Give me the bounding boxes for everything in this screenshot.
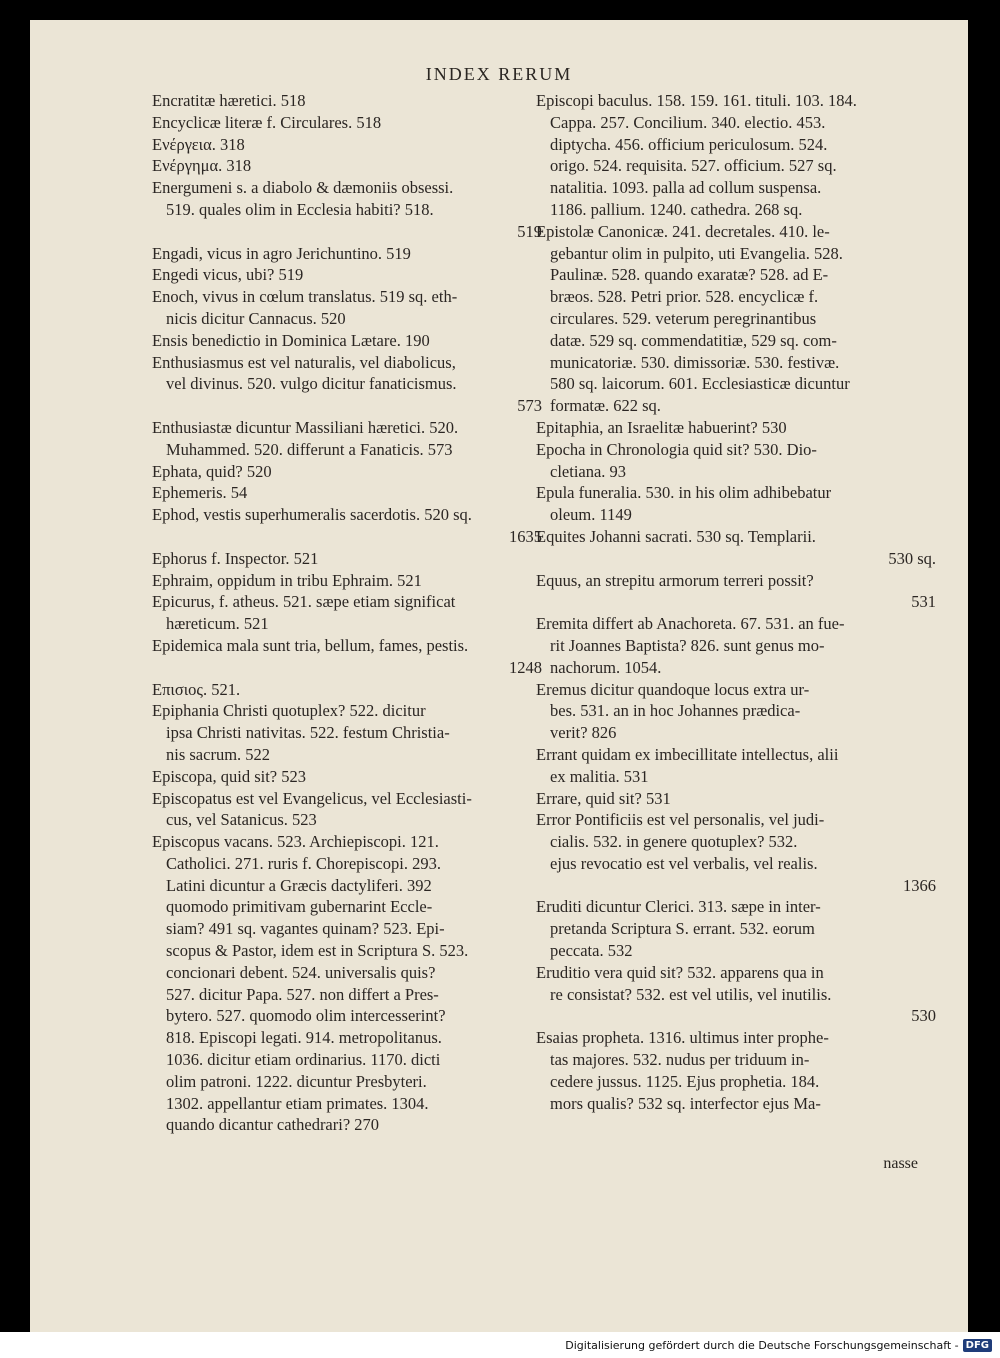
book-page	[30, 20, 968, 1332]
index-line: vel divinus. 520. vulgo dicitur fanaticismus.	[166, 374, 457, 394]
index-line: cletiana. 93	[550, 461, 627, 481]
index-line: Engadi, vicus in agro Jerichuntino. 519	[152, 243, 411, 263]
index-line: Epocha in Chronologia quid sit? 530. Dio-	[536, 439, 817, 459]
index-line: Latini dicuntur a Græcis dactyliferi. 392	[166, 875, 432, 895]
index-line: Episcopatus est vel Evangelicus, vel Ecclesiasti-	[152, 788, 472, 808]
index-line: bes. 531. an in hoc Johannes prædica-	[550, 701, 801, 721]
index-line: Ensis benedictio in Dominica Lætare. 190	[152, 330, 430, 350]
index-column-right	[536, 90, 936, 1114]
index-line: Eremus dicitur quandoque locus extra ur-	[536, 679, 810, 699]
index-line: Eruditio vera quid sit? 532. apparens qua in	[536, 962, 824, 982]
index-entry	[152, 112, 542, 134]
index-line: Encyclicæ literæ f. Circulares. 518	[152, 112, 382, 132]
index-line: cedere jussus. 1125. Ejus prophetia. 184.	[550, 1071, 820, 1091]
index-line: ejus revocatio est vel verbalis, vel realis.	[550, 853, 818, 873]
index-line: Encratitæ hæretici. 518	[152, 91, 306, 110]
index-entry	[152, 591, 542, 635]
index-line: Equus, an strepitu armorum terreri possit?	[536, 570, 814, 590]
index-entry	[536, 744, 936, 788]
index-entry	[152, 286, 542, 330]
index-column-left	[152, 90, 542, 1136]
index-line: bytero. 527. quomodo olim intercesserint?	[166, 1006, 446, 1026]
index-entry	[152, 482, 542, 504]
index-line: 530 sq.	[888, 548, 936, 568]
index-line: concionari debent. 524. universalis quis?	[166, 962, 436, 982]
index-entry	[152, 330, 542, 352]
index-line: Eremita differt ab Anachoreta. 67. 531. an fue-	[536, 614, 845, 634]
index-entry	[536, 439, 936, 483]
index-line: mors qualis? 532 sq. interfector ejus Ma-	[550, 1093, 821, 1113]
catchword: nasse	[883, 1155, 918, 1172]
index-line: 818. Episcopi legati. 914. metropolitanus.	[166, 1028, 442, 1048]
index-entry	[152, 264, 542, 286]
index-entry	[152, 635, 542, 679]
index-entry	[536, 1027, 936, 1114]
index-line: origo. 524. requisita. 527. officium. 527 sq.	[550, 156, 837, 176]
index-line: nis sacrum. 522	[166, 744, 271, 764]
index-line: Ephemeris. 54	[152, 483, 248, 503]
index-line: bræos. 528. Petri prior. 528. encyclicæ f.	[550, 287, 819, 307]
index-line: cialis. 532. in genere quotuplex? 532.	[550, 832, 798, 852]
index-entry	[152, 504, 542, 548]
index-line: Equites Johanni sacrati. 530 sq. Templarii.	[536, 526, 816, 546]
index-entry	[536, 90, 936, 221]
index-line: Muhammed. 520. differunt a Fanaticis. 573	[166, 439, 453, 459]
index-line: Episcopus vacans. 523. Archiepiscopi. 121.	[152, 832, 439, 852]
index-line: Epitaphia, an Israelitæ habuerint? 530	[536, 417, 787, 437]
index-entry	[536, 896, 936, 961]
index-line: Energumeni s. a diabolo & dæmoniis obsessi.	[152, 178, 454, 198]
index-entry	[536, 417, 936, 439]
index-line: gebantur olim in pulpito, uti Evangelia. 528.	[550, 243, 843, 263]
index-line: 573	[517, 396, 542, 416]
index-line: ex malitia. 531	[550, 766, 649, 786]
index-line: Errare, quid sit? 531	[536, 788, 671, 808]
index-line: diptycha. 456. officium periculosum. 524.	[550, 134, 828, 154]
index-line: 1366	[903, 875, 936, 895]
index-entry	[536, 962, 936, 1027]
index-line: Episcopa, quid sit? 523	[152, 766, 306, 786]
index-line: Ephraim, oppidum in tribu Ephraim. 521	[152, 570, 422, 590]
index-line: Επισιος. 521.	[152, 679, 241, 699]
index-entry	[152, 548, 542, 570]
index-line: Ephata, quid? 520	[152, 461, 272, 481]
index-line: oleum. 1149	[550, 505, 632, 525]
index-line: nicis dicitur Cannacus. 520	[166, 308, 346, 328]
index-line: 519. quales olim in Ecclesia habiti? 518.	[166, 199, 434, 219]
index-entry	[536, 482, 936, 526]
index-line: Eruditi dicuntur Clerici. 313. sæpe in inter-	[536, 897, 821, 917]
index-line: nachorum. 1054.	[550, 657, 662, 677]
index-line: siam? 491 sq. vagantes quinam? 523. Epi-	[166, 919, 445, 939]
index-line: Errant quidam ex imbecillitate intellectus, alii	[536, 744, 839, 764]
index-line: Epula funeralia. 530. in his olim adhibebatur	[536, 483, 832, 503]
index-line: hæreticum. 521	[166, 614, 269, 634]
index-line: cus, vel Satanicus. 523	[166, 810, 317, 830]
index-entry	[536, 788, 936, 810]
index-line: 1302. appellantur etiam primates. 1304.	[166, 1093, 429, 1113]
index-line: circulares. 529. veterum peregrinantibus	[550, 308, 817, 328]
index-line: quomodo primitivam gubernarint Eccle-	[166, 897, 433, 917]
index-line: Paulinæ. 528. quando exaratæ? 528. ad E-	[550, 265, 829, 285]
index-line: Epidemica mala sunt tria, bellum, fames, pestis.	[152, 635, 469, 655]
index-entry	[152, 243, 542, 265]
index-line: 580 sq. laicorum. 601. Ecclesiasticæ dicuntur	[550, 374, 850, 394]
index-line: Ενέργεια. 318	[152, 134, 245, 154]
index-entry	[152, 417, 542, 461]
index-entry	[152, 700, 542, 765]
index-line: Esaias propheta. 1316. ultimus inter prophe-	[536, 1028, 829, 1048]
index-entry	[152, 766, 542, 788]
index-entry	[536, 613, 936, 678]
index-line: tas majores. 532. nudus per triduum in-	[550, 1050, 810, 1070]
index-line: quando dicantur cathedrari? 270	[166, 1115, 380, 1135]
index-line: peccata. 532	[550, 941, 633, 961]
index-entry	[152, 352, 542, 417]
index-entry	[152, 155, 542, 177]
running-header: INDEX RERUM	[425, 64, 573, 84]
index-line: Ephorus f. Inspector. 521	[152, 548, 319, 568]
index-line: 1036. dicitur etiam ordinarius. 1170. dicti	[166, 1050, 441, 1070]
index-line: municatoriæ. 530. dimissoriæ. 530. festivæ.	[550, 352, 840, 372]
footer-text: Digitalisierung gefördert durch die Deutsche Forschungsgemeinschaft -	[565, 1338, 959, 1352]
index-line: Epistolæ Canonicæ. 241. decretales. 410. le-	[536, 221, 830, 241]
index-entry	[536, 221, 936, 417]
index-line: datæ. 529 sq. commendatitiæ, 529 sq. com-	[550, 330, 837, 350]
index-line: 1635	[509, 526, 542, 546]
index-entry	[152, 788, 542, 832]
index-line: Ενέργημα. 318	[152, 156, 252, 176]
index-line: rit Joannes Baptista? 826. sunt genus mo-	[550, 635, 825, 655]
index-entry	[536, 526, 936, 570]
index-entry	[152, 570, 542, 592]
index-entry	[152, 177, 542, 242]
index-line: 531	[911, 592, 936, 612]
index-line: re consistat? 532. est vel utilis, vel inutilis.	[550, 984, 832, 1004]
index-entry	[152, 134, 542, 156]
index-entry	[536, 809, 936, 896]
index-entry	[152, 461, 542, 483]
index-line: 527. dicitur Papa. 527. non differt a Pres-	[166, 984, 439, 1004]
index-line: Enthusiastæ dicuntur Massiliani hæretici. 520.	[152, 417, 459, 437]
index-line: Cappa. 257. Concilium. 340. electio. 453.	[550, 112, 826, 132]
index-entry	[152, 831, 542, 1136]
index-line: Catholici. 271. ruris f. Chorepiscopi. 293.	[166, 853, 441, 873]
index-line: Enoch, vivus in cœlum translatus. 519 sq. eth-	[152, 287, 458, 307]
index-line: Epicurus, f. atheus. 521. sæpe etiam significat	[152, 592, 456, 612]
digitization-footer	[0, 1332, 1000, 1358]
index-line: 519	[517, 221, 542, 241]
index-line: ipsa Christi nativitas. 522. festum Christia-	[166, 723, 450, 743]
index-line: Error Pontificiis est vel personalis, vel judi-	[536, 810, 825, 830]
index-line: Episcopi baculus. 158. 159. 161. tituli. 103. 184.	[536, 91, 857, 110]
index-line: formatæ. 622 sq.	[550, 396, 661, 416]
index-line: 1186. pallium. 1240. cathedra. 268 sq.	[550, 199, 803, 219]
index-line: natalitia. 1093. palla ad collum suspensa.	[550, 178, 822, 198]
index-line: Enthusiasmus est vel naturalis, vel diabolicus,	[152, 352, 456, 372]
index-entry	[152, 90, 542, 112]
index-line: 1248	[509, 657, 542, 677]
dfg-logo: DFG	[963, 1339, 992, 1352]
index-line: 530	[911, 1006, 936, 1026]
index-line: Engedi vicus, ubi? 519	[152, 265, 304, 285]
index-line: verit? 826	[550, 723, 617, 743]
index-line: scopus & Pastor, idem est in Scriptura S. 523.	[166, 941, 469, 961]
index-entry	[536, 679, 936, 744]
index-entry	[536, 570, 936, 614]
index-line: Ephod, vestis superhumeralis sacerdotis. 520 sq.	[152, 505, 472, 525]
index-line: Epiphania Christi quotuplex? 522. dicitur	[152, 701, 426, 721]
index-entry	[152, 679, 542, 701]
index-line: pretanda Scriptura S. errant. 532. eorum	[550, 919, 815, 939]
index-line: olim patroni. 1222. dicuntur Presbyteri.	[166, 1071, 427, 1091]
